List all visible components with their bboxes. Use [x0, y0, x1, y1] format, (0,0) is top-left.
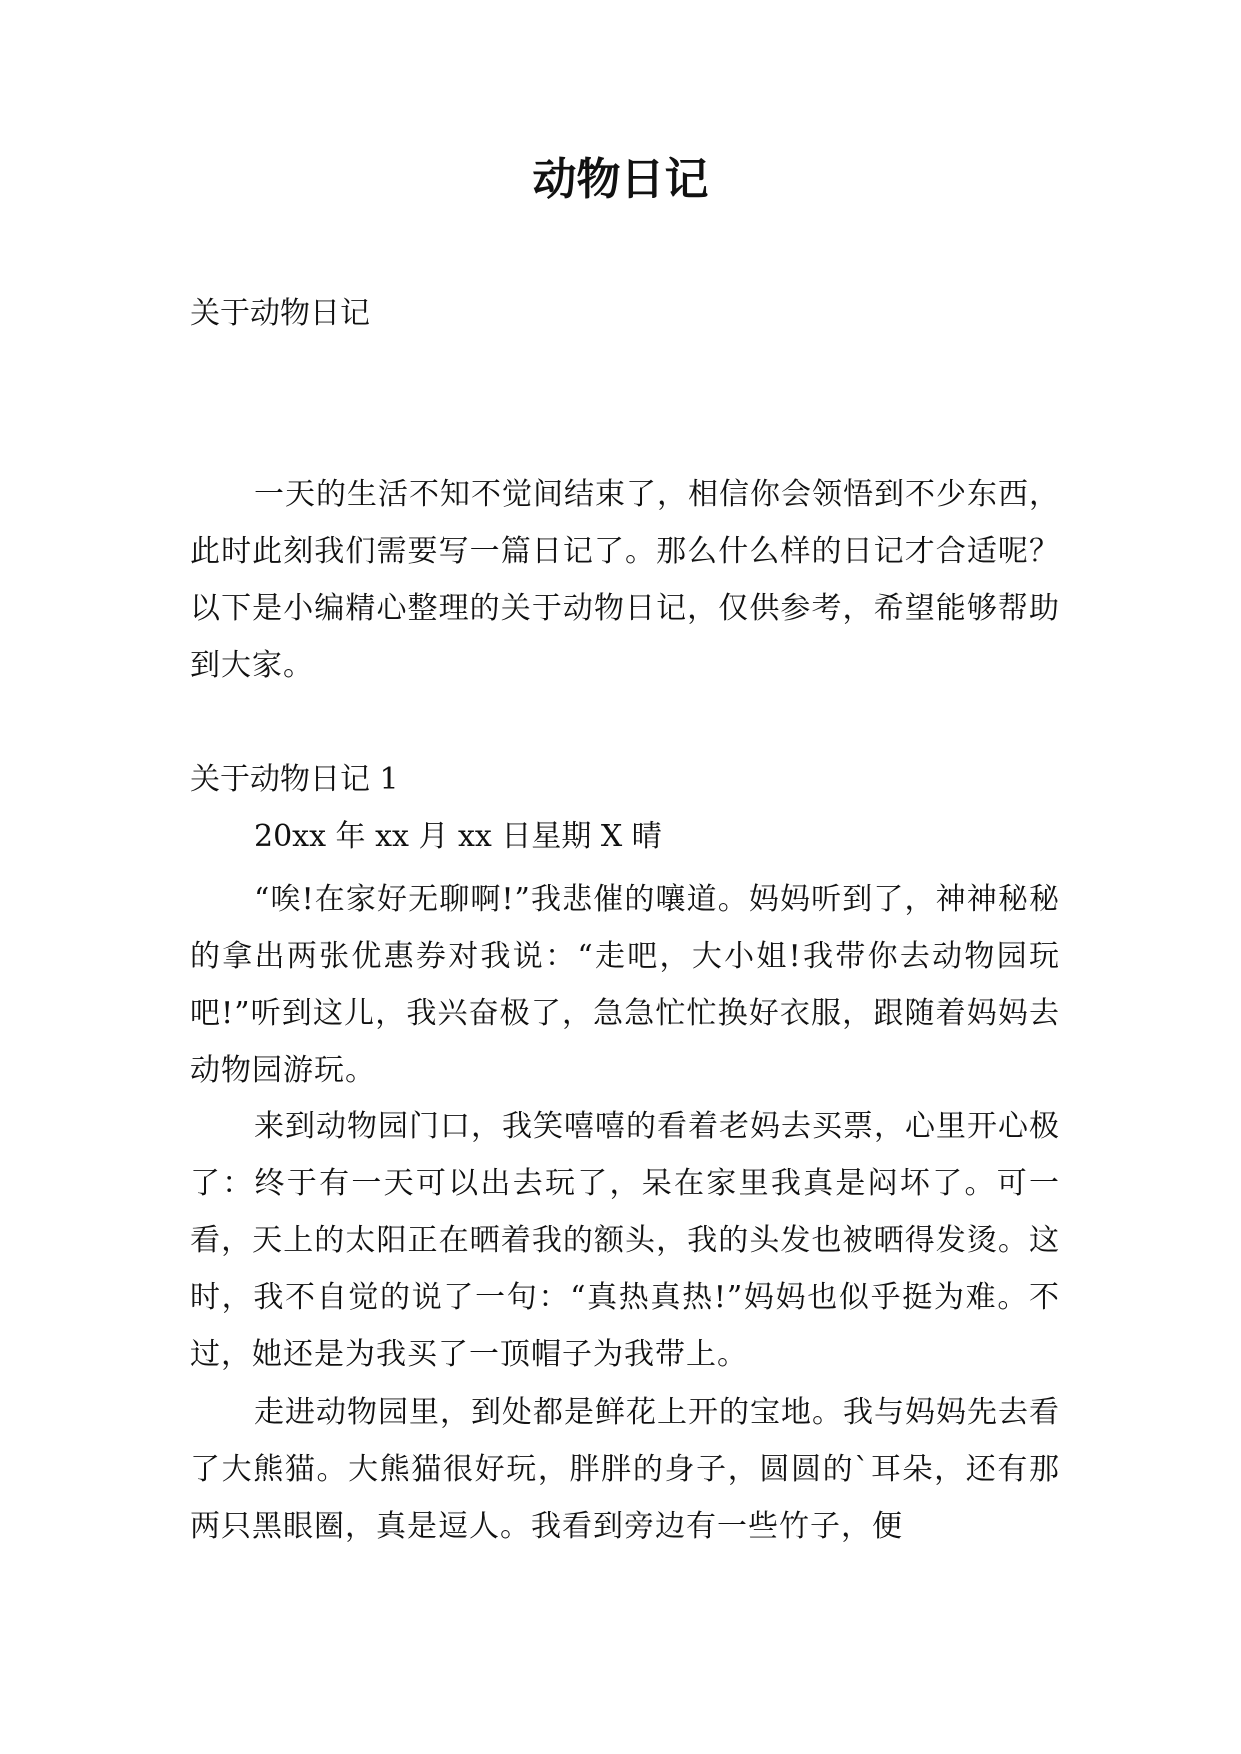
- intro-paragraph: 一天的生活不知不觉间结束了，相信你会领悟到不少东西，此时此刻我们需要写一篇日记了。那么什么样的日记才合适呢？以下是小编精心整理的关于动物日记，仅供参考，希望能够帮助到大家。: [190, 477, 1060, 683]
- intro-heading: 关于动物日记: [190, 296, 370, 331]
- section1-paragraph-1: “唉!在家好无聊啊!”我悲催的嚷道。妈妈听到了，神神秘秘的拿出两张优惠券对我说：“走吧，大小姐!我带你去动物园玩吧!”听到这儿，我兴奋极了，急急忙忙换好衣服，跟随着妈妈去动物园游玩。: [190, 882, 1060, 1088]
- section1-heading: 关于动物日记 1: [190, 762, 399, 797]
- section1-paragraph-2: 来到动物园门口，我笑嘻嘻的看着老妈去买票，心里开心极了：终于有一天可以出去玩了，呆在家里我真是闷坏了。可一看，天上的太阳正在晒着我的额头，我的头发也被晒得发烫。这时，我不自觉的说了一句：“真热真热!”妈妈也似乎挺为难。不过，她还是为我买了一顶帽子为我带上。: [190, 1109, 1060, 1372]
- document-title: 动物日记: [532, 154, 709, 205]
- section1-date: 20xx 年 xx 月 xx 日星期 X 晴: [254, 819, 662, 854]
- section1-paragraph-3: 走进动物园里，到处都是鲜花上开的宝地。我与妈妈先去看了大熊猫。大熊猫很好玩，胖胖的身子，圆圆的`耳朵，还有那两只黑眼圈，真是逗人。我看到旁边有一些竹子，便: [190, 1395, 1060, 1544]
